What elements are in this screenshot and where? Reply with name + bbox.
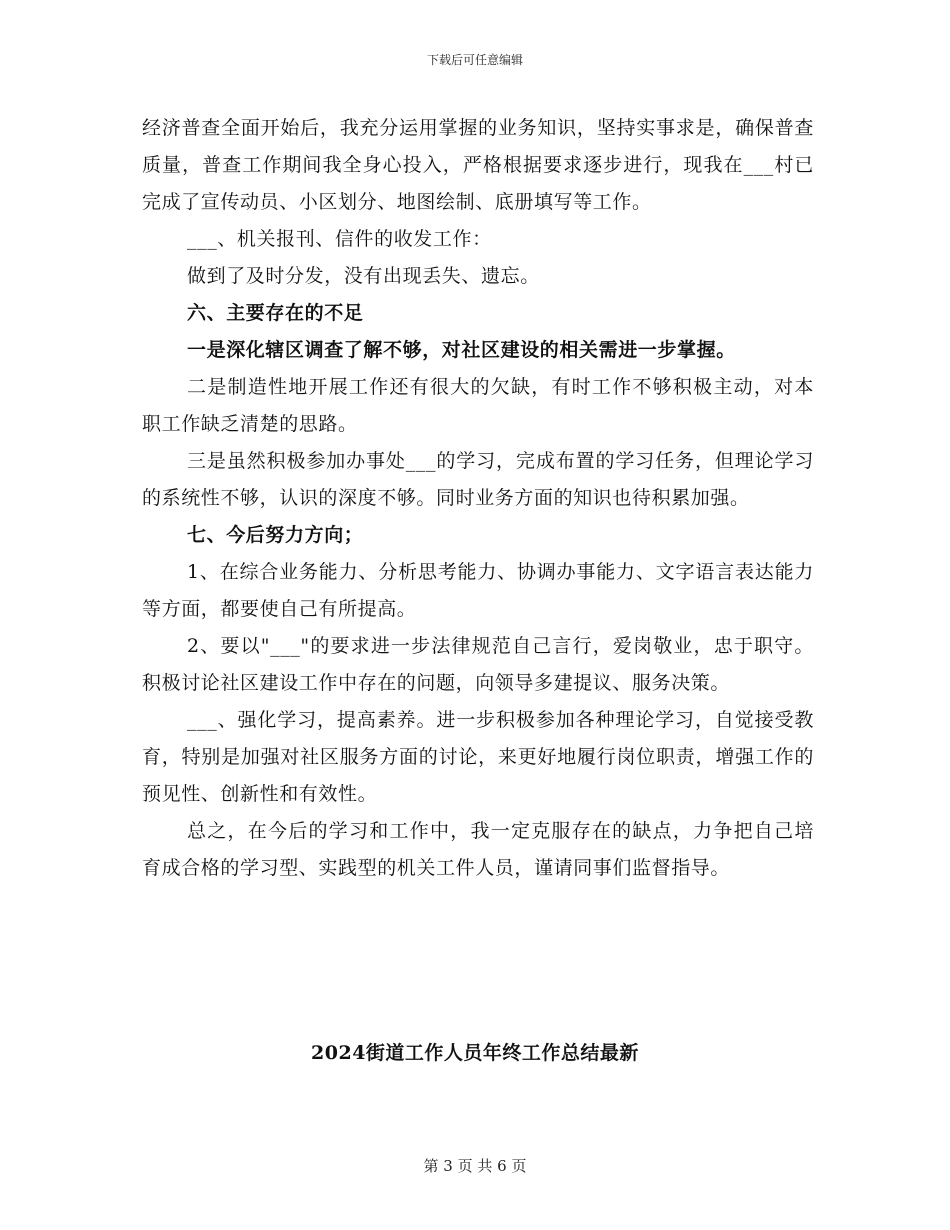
section-heading-shortcomings: 六、主要存在的不足: [187, 302, 364, 324]
page-footer: 第 3 页 共 6 页: [423, 1157, 527, 1175]
paragraph-conclusion: 总之，在今后的学习和工作中，我一定克服存在的缺点，力争把自己培育成合格的学习型、实践型的机关工件人员，谨请同事们监督指导。: [142, 820, 814, 879]
paragraph-census: 经济普查全面开始后，我充分运用掌握的业务知识，坚持实事求是，确保普查质量，普查工作期间我全身心投入，严格根据要求逐步进行，现我在___村已完成了宣传动员、小区划分、地图绘制、底册填写等工作。: [142, 117, 814, 213]
section-title: 2024街道工作人员年终工作总结最新: [311, 1042, 639, 1064]
page-header: 下载后可任意编辑: [426, 53, 523, 67]
paragraph-shortcoming-1: 一是深化辖区调查了解不够，对社区建设的相关需进一步掌握。: [187, 339, 736, 361]
section-heading-future-direction: 七、今后努力方向；: [187, 524, 364, 546]
paragraph-shortcoming-3: 三是虽然积极参加办事处___的学习，完成布置的学习任务，但理论学习的系统性不够，认识的深度不够。同时业务方面的知识也待积累加强。: [142, 450, 814, 509]
paragraph-mail-heading: ___、机关报刊、信件的收发工作：: [187, 228, 492, 250]
paragraph-direction-3: ___、强化学习，提高素养。进一步积极参加各种理论学习，自觉接受教育，特别是加强对社区服务方面的讨论，来更好地履行岗位职责，增强工作的预见性、创新性和有效性。: [142, 709, 814, 805]
paragraph-direction-2: 2、要以"___"的要求进一步法律规范自己言行，爱岗敬业，忠于职守。积极讨论社区建设工作中存在的问题，向领导多建提议、服务决策。: [142, 635, 814, 694]
paragraph-direction-1: 1、在综合业务能力、分析思考能力、协调办事能力、文字语言表达能力等方面，都要使自己有所提高。: [142, 561, 814, 620]
paragraph-shortcoming-2: 二是制造性地开展工作还有很大的欠缺，有时工作不够积极主动，对本职工作缺乏清楚的思路。: [142, 376, 814, 435]
document-body: [142, 110, 814, 887]
paragraph-mail-detail: 做到了及时分发，没有出现丢失、遗忘。: [187, 265, 540, 287]
